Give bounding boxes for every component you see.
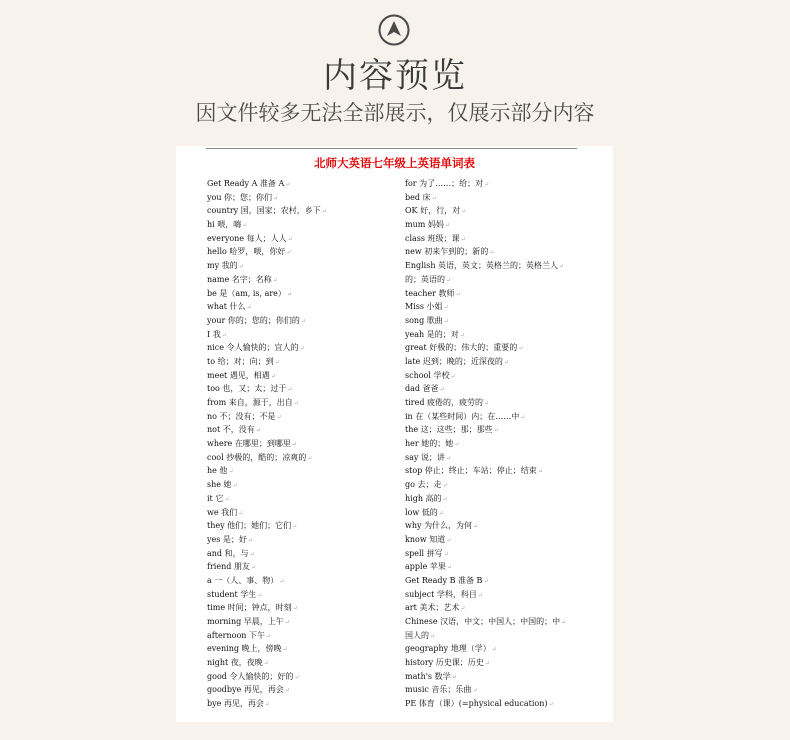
word-entry-text: I 我: [207, 329, 221, 339]
word-entry: [405, 451, 610, 465]
word-entry-text: where 在哪里；到哪里: [207, 439, 291, 449]
paragraph-mark-icon: ↵: [450, 372, 456, 380]
paragraph-mark-icon: ↵: [430, 632, 436, 640]
word-entry-text: art 美术；艺术: [405, 603, 460, 613]
word-entry: [207, 369, 397, 383]
word-entry: [207, 218, 397, 232]
word-entry: [207, 547, 397, 561]
left-word-column: [207, 177, 397, 711]
paragraph-mark-icon: ↵: [445, 454, 451, 462]
word-entry: [405, 355, 610, 369]
word-entry: [207, 232, 397, 246]
word-entry: [207, 341, 397, 355]
word-entry: [207, 588, 397, 602]
paragraph-mark-icon: ↵: [279, 577, 285, 585]
word-entry-text: name 名字；名称: [207, 274, 272, 284]
word-entry: [405, 478, 610, 492]
word-entry-text: time 时间；钟点，时刻: [207, 603, 292, 613]
paragraph-mark-icon: ↵: [503, 358, 509, 366]
paragraph-mark-icon: ↵: [518, 345, 524, 353]
word-entry-text: math's 数学: [405, 671, 451, 681]
word-entry: [405, 533, 610, 547]
paragraph-mark-icon: ↵: [520, 413, 526, 421]
word-entry-text: Get Ready B 准备 B: [405, 575, 483, 585]
word-entry: [405, 547, 610, 561]
paragraph-mark-icon: ↵: [293, 400, 299, 407]
paragraph-mark-icon: ↵: [461, 208, 467, 216]
paragraph-mark-icon: ↵: [455, 290, 461, 298]
word-entry-text: to 给；对；向；到: [207, 356, 274, 366]
word-entry-text: friend 朋友: [207, 562, 250, 572]
paragraph-mark-icon: ↵: [255, 427, 261, 435]
word-entry-text: my 我的: [207, 261, 238, 271]
paragraph-mark-icon: ↵: [284, 687, 290, 695]
word-entry-text: go 去；走: [405, 480, 442, 490]
word-entry-text: be 是（am, is, are）: [207, 288, 286, 298]
paragraph-mark-icon: ↵: [246, 304, 252, 312]
word-entry-text: evening 晚上，傍晚: [207, 644, 282, 654]
paragraph-mark-icon: ↵: [282, 646, 288, 654]
paragraph-mark-icon: ↵: [321, 208, 327, 216]
word-entry: [405, 670, 610, 684]
word-entry: [405, 642, 610, 656]
word-entry: [207, 615, 397, 629]
paragraph-mark-icon: ↵: [291, 441, 297, 449]
word-entry-text: hi 喂，嗨: [207, 220, 242, 230]
word-entry-text: he 他: [207, 466, 228, 476]
word-entry-text: not 不，没有: [207, 425, 255, 435]
paragraph-mark-icon: ↵: [272, 276, 278, 284]
paragraph-mark-icon: ↵: [484, 181, 490, 188]
document-preview: [176, 146, 613, 722]
word-entry-text: apple 苹果: [405, 562, 446, 572]
word-entry-text: night 夜，夜晚: [207, 658, 263, 668]
word-entry: [405, 519, 610, 533]
word-entry: [405, 382, 610, 396]
word-entry: [207, 683, 397, 697]
paragraph-mark-icon: ↵: [438, 509, 444, 517]
word-entry-text: bye 再见，再会: [207, 699, 264, 709]
word-entry: [207, 697, 397, 711]
paragraph-mark-icon: ↵: [274, 358, 280, 366]
paragraph-mark-icon: ↵: [292, 605, 298, 613]
paragraph-mark-icon: ↵: [224, 495, 230, 503]
word-entry: [405, 369, 610, 383]
word-entry: [405, 629, 610, 643]
word-entry: [405, 423, 610, 437]
paragraph-mark-icon: ↵: [286, 249, 292, 257]
word-entry: [405, 492, 610, 506]
paragraph-mark-icon: ↵: [442, 495, 448, 503]
word-entry-text: why 为什么，为何: [405, 521, 473, 531]
word-entry-text: country 国，国家；农村，乡下: [207, 206, 321, 216]
word-entry: [207, 670, 397, 684]
word-entry: [207, 273, 397, 287]
word-entry: [405, 300, 610, 314]
word-entry-text: no 不；没有；不是: [207, 411, 276, 421]
paragraph-mark-icon: ↵: [446, 564, 452, 572]
paragraph-mark-icon: ↵: [561, 619, 567, 626]
word-entry: [207, 506, 397, 520]
word-entry-text: your 你的；您的；你们的: [207, 315, 300, 325]
word-entry-text: new 初来乍到的；新的: [405, 247, 489, 257]
word-entry-text: OK 好，行，对: [405, 206, 461, 216]
word-entry-text: too 也，又；太；过于: [207, 384, 287, 394]
word-entry: [405, 615, 610, 629]
word-entry: [207, 287, 397, 301]
paragraph-mark-icon: ↵: [484, 660, 490, 668]
paragraph-mark-icon: ↵: [287, 235, 293, 243]
word-entry: [207, 437, 397, 451]
paragraph-mark-icon: ↵: [307, 454, 313, 462]
word-entry: [207, 245, 397, 259]
word-entry-text: she 她: [207, 480, 232, 490]
word-entry-text: 国人的: [405, 630, 429, 640]
word-entry-text: great 好极的；伟大的；重要的: [405, 343, 518, 353]
word-entry-text: stop 停止；终止；车站；停止；结束: [405, 466, 537, 476]
word-entry: [405, 204, 610, 218]
paragraph-mark-icon: ↵: [442, 482, 448, 490]
word-entry-text: Chinese 汉语，中文；中国人；中国的；中: [405, 617, 561, 626]
word-entry-text: the 这；这些；那；那些: [405, 425, 493, 435]
paragraph-mark-icon: ↵: [439, 386, 445, 394]
word-entry-text: and 和，与: [207, 548, 249, 558]
paragraph-mark-icon: ↵: [284, 619, 290, 626]
word-entry-text: geography 地理（学）: [405, 644, 491, 654]
word-entry: [405, 560, 610, 574]
word-entry-text: cool 抄极的，酷的；凉爽的: [207, 452, 307, 462]
word-entry: [207, 560, 397, 574]
word-entry-text: PE 体育（课）(=physical education): [405, 699, 548, 709]
paragraph-mark-icon: ↵: [292, 523, 298, 531]
word-entry-text: student 学生: [207, 589, 257, 599]
word-entry-text: goodbye 再见，再会: [207, 685, 284, 695]
word-entry: [405, 683, 610, 697]
paragraph-mark-icon: ↵: [250, 564, 256, 572]
word-entry-text: song 歌曲: [405, 315, 443, 325]
word-entry: [207, 423, 397, 437]
word-entry-text: afternoon 下午: [207, 630, 265, 640]
word-entry: [405, 588, 610, 602]
word-entry-text: tired 疲倦的，疲劳的: [405, 398, 483, 407]
paragraph-mark-icon: ↵: [286, 290, 292, 298]
paragraph-mark-icon: ↵: [484, 400, 490, 407]
word-entry: [207, 355, 397, 369]
word-entry-text: everyone 每人；人人: [207, 233, 287, 243]
paragraph-mark-icon: ↵: [431, 194, 437, 202]
paragraph-mark-icon: ↵: [264, 701, 270, 709]
paragraph-mark-icon: ↵: [273, 194, 279, 202]
word-entry-text: subject 学科，科目: [405, 589, 477, 599]
word-entry: [405, 656, 610, 670]
paragraph-mark-icon: ↵: [443, 550, 449, 558]
paragraph-mark-icon: ↵: [287, 386, 293, 394]
word-entry-text: what 什么: [207, 302, 246, 312]
paragraph-mark-icon: ↵: [300, 317, 306, 325]
header-rule: [206, 148, 577, 149]
paragraph-mark-icon: ↵: [257, 591, 263, 599]
word-entry: [207, 177, 397, 191]
word-entry: [405, 314, 610, 328]
word-entry: [207, 300, 397, 314]
paragraph-mark-icon: ↵: [232, 482, 238, 490]
word-entry-text: good 令人愉快的；好的: [207, 671, 294, 681]
word-entry-text: from 来自，源于，出自: [207, 398, 293, 407]
word-entry: [405, 601, 610, 615]
paragraph-mark-icon: ↵: [270, 372, 276, 380]
paragraph-mark-icon: ↵: [459, 331, 465, 339]
paragraph-mark-icon: ↵: [451, 673, 457, 681]
word-entry: [207, 642, 397, 656]
paragraph-mark-icon: ↵: [238, 509, 244, 517]
word-entry: [405, 574, 610, 588]
word-entry-text: in 在（某些时间）内；在……中: [405, 411, 520, 421]
paragraph-mark-icon: ↵: [472, 687, 478, 695]
paragraph-mark-icon: ↵: [446, 276, 452, 284]
word-entry: [207, 574, 397, 588]
paragraph-mark-icon: ↵: [443, 304, 449, 312]
word-entry: [405, 396, 610, 410]
word-entry-text: Miss 小姐: [405, 302, 443, 312]
word-entry-text: it 它: [207, 493, 224, 503]
word-entry: [405, 287, 610, 301]
word-entry: [405, 259, 610, 273]
word-entry: [405, 191, 610, 205]
word-entry-text: nice 令人愉快的；宜人的: [207, 343, 299, 353]
word-entry-text: yes 是；好: [207, 534, 247, 544]
word-entry: [207, 478, 397, 492]
word-entry-text: yeah 是的；对: [405, 329, 459, 339]
word-entry: [207, 601, 397, 615]
paragraph-mark-icon: ↵: [265, 632, 272, 640]
word-entry: [405, 232, 610, 246]
word-entry-text: we 我们: [207, 507, 238, 517]
word-entry: [207, 191, 397, 205]
word-entry: [405, 506, 610, 520]
word-entry: [207, 410, 397, 424]
word-entry: [405, 245, 610, 259]
word-entry: [207, 492, 397, 506]
document-title: 北师大英语七年级上英语单词表: [314, 156, 475, 170]
paragraph-mark-icon: ↵: [491, 646, 497, 654]
word-entry: [207, 519, 397, 533]
word-entry: [405, 341, 610, 355]
paragraph-mark-icon: ↵: [446, 536, 452, 544]
word-entry-text: Get Ready A 准备 A: [207, 179, 285, 188]
word-entry: [405, 437, 610, 451]
paragraph-mark-icon: ↵: [228, 468, 234, 476]
page-subtitle: 因文件较多无法全部展示，仅展示部分内容: [195, 101, 595, 125]
paragraph-mark-icon: ↵: [221, 331, 227, 339]
word-entry: [207, 259, 397, 273]
word-entry: [405, 273, 610, 287]
paragraph-mark-icon: ↵: [285, 181, 291, 188]
word-entry-text: history 历史课；历史: [405, 658, 484, 668]
word-entry-text: spell 拼写: [405, 548, 443, 558]
paragraph-mark-icon: ↵: [299, 345, 305, 353]
paragraph-mark-icon: ↵: [483, 577, 489, 585]
paragraph-mark-icon: ↵: [444, 222, 450, 230]
word-entry-text: music 音乐；乐曲: [405, 685, 472, 695]
word-entry-text: you 你；您；你们: [207, 192, 273, 202]
paragraph-mark-icon: ↵: [559, 263, 565, 271]
word-entry: [207, 656, 397, 670]
paragraph-mark-icon: ↵: [489, 249, 495, 257]
word-entry: [207, 533, 397, 547]
word-entry-text: teacher 教师: [405, 288, 455, 298]
word-entry: [207, 396, 397, 410]
word-entry-text: bed 床: [405, 192, 431, 202]
paragraph-mark-icon: ↵: [263, 660, 269, 668]
word-entry-text: her 她的；她: [405, 439, 454, 449]
paragraph-mark-icon: ↵: [548, 701, 554, 709]
word-entry-text: 的；英语的: [405, 274, 445, 284]
word-entry-text: hello 哈罗，喂，你好: [207, 247, 286, 257]
paragraph-mark-icon: ↵: [242, 222, 248, 230]
paragraph-mark-icon: ↵: [454, 441, 460, 449]
paragraph-mark-icon: ↵: [443, 317, 449, 325]
word-entry: [207, 464, 397, 478]
right-word-column: [405, 177, 610, 711]
paragraph-mark-icon: ↵: [247, 536, 253, 544]
paragraph-mark-icon: ↵: [238, 263, 244, 271]
word-entry-text: know 知道: [405, 534, 446, 544]
word-entry-text: low 低的: [405, 507, 438, 517]
word-entry-text: morning 早晨，上午: [207, 617, 284, 626]
word-entry: [207, 314, 397, 328]
word-entry-text: for 为了……；给；对: [405, 179, 484, 188]
word-entry-text: mum 妈妈: [405, 220, 444, 230]
word-entry-text: a 一（人、事、物）: [207, 575, 279, 585]
word-entry-text: say 说；讲: [405, 452, 445, 462]
word-entry: [207, 328, 397, 342]
word-entry-text: English 英语，英文；英格兰的；英格兰人: [405, 261, 559, 271]
paragraph-mark-icon: ↵: [249, 550, 255, 558]
paragraph-mark-icon: ↵: [276, 413, 282, 421]
paragraph-mark-icon: ↵: [477, 591, 483, 599]
paragraph-mark-icon: ↵: [537, 468, 543, 476]
word-entry: [405, 328, 610, 342]
compass-logo-icon: [378, 14, 410, 46]
word-entry: [405, 177, 610, 191]
paragraph-mark-icon: ↵: [460, 235, 466, 243]
word-entry-text: high 高的: [405, 493, 442, 503]
word-entry-text: dad 爸爸: [405, 384, 439, 394]
paragraph-mark-icon: ↵: [294, 673, 300, 681]
word-entry: [405, 410, 610, 424]
word-entry: [405, 464, 610, 478]
paragraph-mark-icon: ↵: [473, 523, 479, 531]
paragraph-mark-icon: ↵: [493, 427, 499, 435]
word-entry-text: school 学校: [405, 370, 450, 380]
word-entry-text: they 他们；她们；它们: [207, 521, 292, 531]
word-entry: [207, 382, 397, 396]
page-title: 内容预览: [323, 56, 467, 96]
word-entry-text: class 班级；课: [405, 233, 460, 243]
word-entry: [207, 629, 397, 643]
word-entry: [207, 451, 397, 465]
word-entry-text: late 迟到；晚的；近深夜的: [405, 356, 503, 366]
word-entry: [405, 697, 610, 711]
word-entry: [405, 218, 610, 232]
word-entry-text: meet 遇见，相遇: [207, 370, 270, 380]
paragraph-mark-icon: ↵: [460, 605, 466, 613]
word-entry: [207, 204, 397, 218]
